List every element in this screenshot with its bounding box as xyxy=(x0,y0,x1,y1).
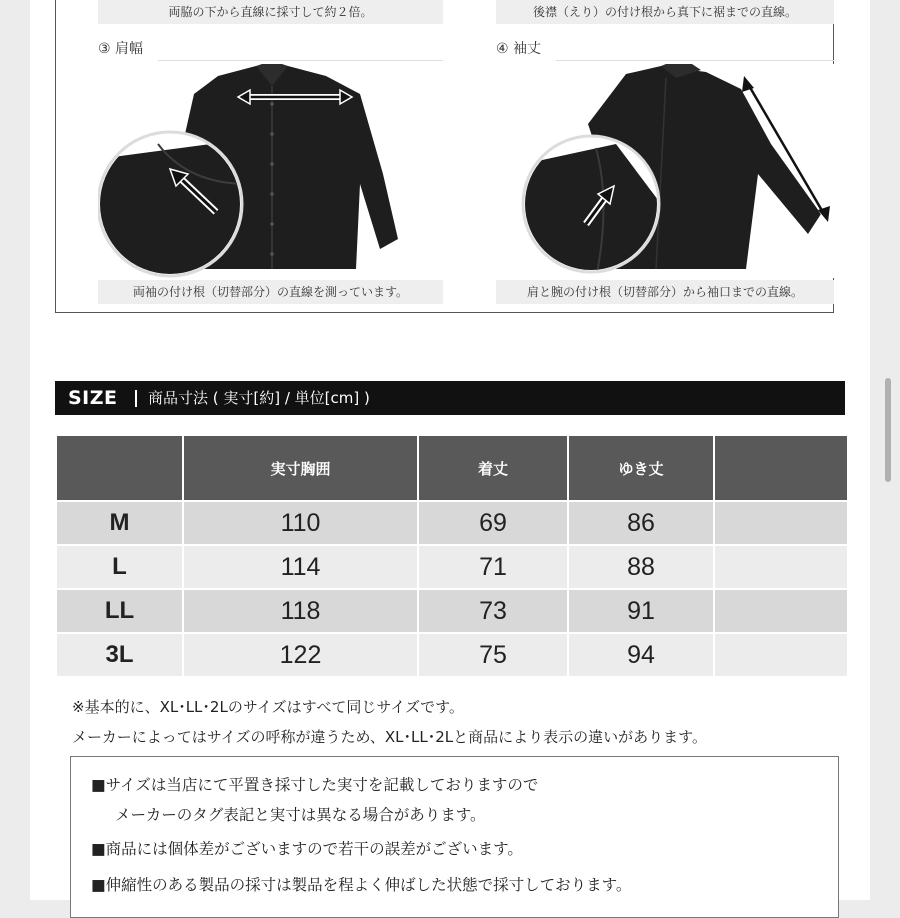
length-cell: 71 xyxy=(419,546,567,588)
shirt-front-photo xyxy=(98,64,443,278)
length-cell: 75 xyxy=(419,634,567,676)
length-cell: 69 xyxy=(419,502,567,544)
size-header-description: 商品寸法 ( 実寸[約] / 単位[cm] ) xyxy=(148,389,370,407)
table-header-row xyxy=(57,436,847,500)
extra-cell xyxy=(715,546,847,588)
length-cell: 73 xyxy=(419,590,567,632)
chest-cell: 110 xyxy=(184,502,417,544)
sleeve-cell: 88 xyxy=(569,546,713,588)
product-detail-page xyxy=(30,0,870,900)
header-size xyxy=(57,436,182,500)
sleeve-length-title xyxy=(496,38,834,60)
info-box xyxy=(70,756,839,918)
chest-caption: 両脇の下から直線に採寸して約２倍。 xyxy=(98,0,443,24)
info-line-4: ■伸縮性のある製品の採寸は製品を程よく伸ばした状態で採寸しております。 xyxy=(91,876,632,894)
size-note-2: メーカーによってはサイズの呼称が違うため、XL･LL･2Lと商品により表示の違いがあります。 xyxy=(72,728,707,746)
chest-cell: 122 xyxy=(184,634,417,676)
chest-cell: 118 xyxy=(184,590,417,632)
size-header-bar xyxy=(55,381,845,415)
shoulder-width-title xyxy=(98,38,443,60)
size-cell: 3L xyxy=(57,634,182,676)
measurement-guide xyxy=(55,0,834,313)
table-row xyxy=(57,634,847,676)
chest-cell: 114 xyxy=(184,546,417,588)
table-row xyxy=(57,502,847,544)
header-chest: 実寸胸囲 xyxy=(184,436,417,500)
info-line-2: メーカーのタグ表記と実寸は異なる場合があります。 xyxy=(115,806,486,824)
info-line-1: ■サイズは当店にて平置き採寸した実寸を記載しておりますので xyxy=(91,776,539,794)
size-cell: M xyxy=(57,502,182,544)
size-table xyxy=(55,434,849,678)
header-extra xyxy=(715,436,847,500)
size-cell: L xyxy=(57,546,182,588)
table-row xyxy=(57,590,847,632)
size-note-1: ※基本的に、XL･LL･2Lのサイズはすべて同じサイズです。 xyxy=(72,698,464,716)
header-sleeve: ゆき丈 xyxy=(569,436,713,500)
shoulder-width-title-text: ③ 肩幅 xyxy=(98,41,144,57)
extra-cell xyxy=(715,502,847,544)
sleeve-cell: 94 xyxy=(569,634,713,676)
size-cell: LL xyxy=(57,590,182,632)
header-length: 着丈 xyxy=(419,436,567,500)
size-header-divider xyxy=(135,390,137,407)
sleeve-length-title-text: ④ 袖丈 xyxy=(496,41,542,57)
sleeve-cell: 86 xyxy=(569,502,713,544)
sleeve-length-caption: 肩と腕の付け根（切替部分）から袖口までの直線。 xyxy=(496,280,834,304)
info-line-3: ■商品には個体差がございますので若干の誤差がございます。 xyxy=(91,840,523,858)
size-label: SIZE xyxy=(68,387,118,409)
sleeve-cell: 91 xyxy=(569,590,713,632)
shirt-side-photo xyxy=(496,64,834,278)
shoulder-width-caption: 両袖の付け根（切替部分）の直線を測っています。 xyxy=(98,280,443,304)
table-row xyxy=(57,546,847,588)
extra-cell xyxy=(715,634,847,676)
extra-cell xyxy=(715,590,847,632)
length-caption: 後襟（えり）の付け根から真下に裾までの直線。 xyxy=(496,0,834,24)
scrollbar-thumb[interactable] xyxy=(885,378,891,482)
